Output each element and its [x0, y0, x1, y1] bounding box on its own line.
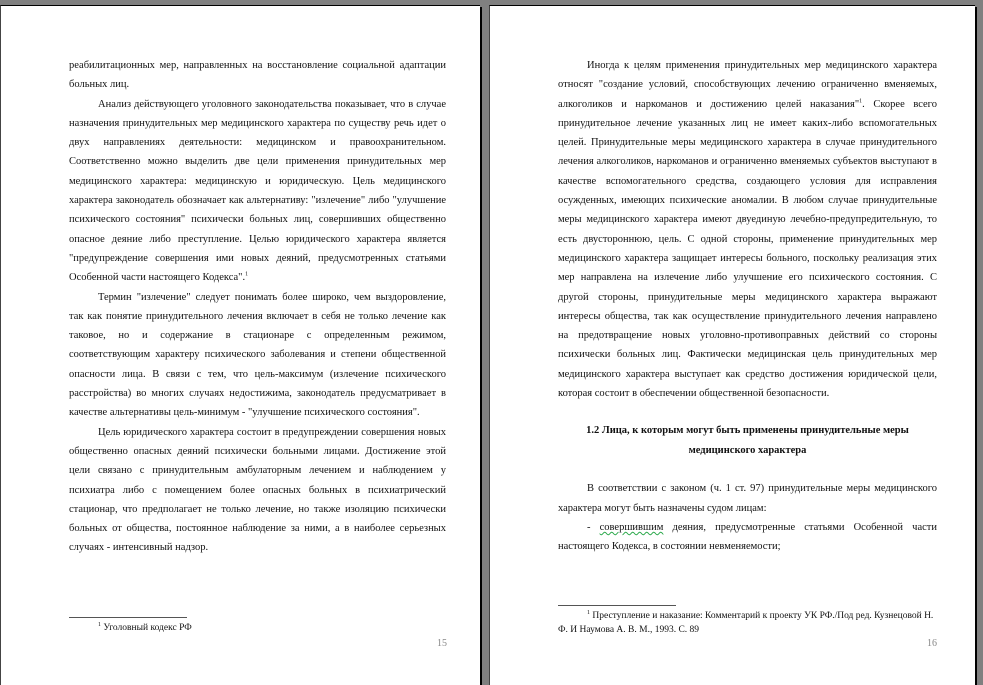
footnote [98, 621, 192, 635]
list-item-text: деяния, предусмотренные статьями Особенной части настоящего Кодекса, в состоянии невменяемости; [558, 521, 937, 553]
misspelled-word[interactable]: совершившим [599, 521, 664, 533]
paragraph: Цель юридического характера состоит в предупреждении совершения новых общественно опасных деяний психически больными лицами. Достижение этой цели связано с принудительным амбулаторным лечением и наблюдением у психиатра либо с помещением более опасных больных в психиатрический стационар, что предполагает не только лечение, но также изоляцию психически больных от общества, постоянное наблюдение за ними, а в наиболее серьезных случаях - интенсивный надзор. [69, 426, 446, 554]
footnote-reference[interactable]: 1 [859, 98, 863, 105]
footnote-separator [558, 605, 676, 606]
page-number: 15 [437, 638, 447, 649]
document-page-15[interactable] [0, 5, 480, 685]
footnote-text: Уголовный кодекс РФ [103, 623, 192, 633]
page-number: 16 [927, 638, 937, 649]
paragraph [69, 95, 446, 288]
page-text[interactable] [69, 56, 446, 558]
footnote-text: Преступление и наказание: Комментарий к проекту УК РФ./Под ред. Кузнецовой Н. Ф. И Наумова А. В. М., 1993. С. 89 [558, 611, 934, 635]
footnote-reference[interactable]: 1 [245, 271, 249, 278]
paragraph: реабилитационных мер, направленных на восстановление социальной адаптации больных лиц. [69, 60, 446, 91]
paragraph-text: . Скорее всего принудительное лечение указанных лиц не имеет каких-либо вспомогательных целей. Принудительные меры медицинского характера в случае принудительного лечения алкоголиков, наркоманов и ограниченно вменяемых субъектов выступают в качестве вспомогательного средства, создающего условия для исправления осужденных, имеющих психические аномалии. В любом случае принудительные меры медицинского характера имеют двуединую лечебно-предупредительную, то есть двустороннюю, цель. С одной стороны, применение принудительных мер медицинского характера защищает интересы больного, поскольку реализация этих мер направлена на излечение либо улучшение его психического состояния. С другой стороны, принудительные меры медицинского характера выражают интересы общества, так как осуществление принудительного лечения направлено на предотвращение новых уголовно-противоправных действий со стороны психически больных лиц. Фактически медицинская цель принудительных мер медицинского характера выступает как средство достижения юридической цели, которая состоит в обеспечении общественной безопасности. [558, 98, 937, 400]
list-item [558, 518, 937, 557]
paragraph: В соответствии с законом (ч. 1 ст. 97) принудительные меры медицинского характера могут быть назначены судом лицам: [558, 483, 937, 514]
paragraph-text: Анализ действующего уголовного законодательства показывает, что в случае назначения принудительных мер медицинского характера по существу речь идет о двух направлениях деятельности: медицинском и правоохранительном. Соответственно можно выделить две цели применения принудительных мер медицинского характера: медицинскую и юридическую. Цель медицинского характера законодатель обозначает как альтернативу: "излечение" либо "улучшение психического состояния" психически больных лиц, совершивших общественно опасное деяние либо преступление. Целью юридического характера является "предупреждение совершения ими новых деяний, предусмотренных статьями Особенной части настоящего Кодекса". [69, 98, 446, 284]
paragraph [558, 56, 937, 403]
section-heading: 1.2 Лица, к которым могут быть применены принудительные меры медицинского характера [586, 425, 909, 457]
list-dash: - [587, 521, 600, 533]
document-page-16[interactable] [489, 5, 975, 685]
footnote-number: 1 [98, 621, 101, 628]
paragraph: Термин "излечение" следует понимать более широко, чем выздоровление, так как понятие принудительного лечения включает в себя не только лечение как таковое, но и содержание в стационаре с определенным режимом, соответствующим характеру психического заболевания и степени общественной опасности лица. В связи с тем, что цель-максимум (излечение психического расстройства) во многих случаях недостижима, законодатель предусматривает в качестве альтернативы цель-минимум - "улучшение психического состояния". [69, 291, 446, 419]
page-text[interactable] [558, 56, 937, 557]
footnote-number: 1 [587, 609, 590, 616]
footnote [558, 609, 938, 637]
footnote-separator [69, 617, 187, 618]
paragraph-text: Иногда к целям применения принудительных мер медицинского характера относят "создание условий, способствующих лечению ограниченно вменяемых, алкоголиков и наркоманов и достижению целей наказания" [558, 60, 937, 110]
